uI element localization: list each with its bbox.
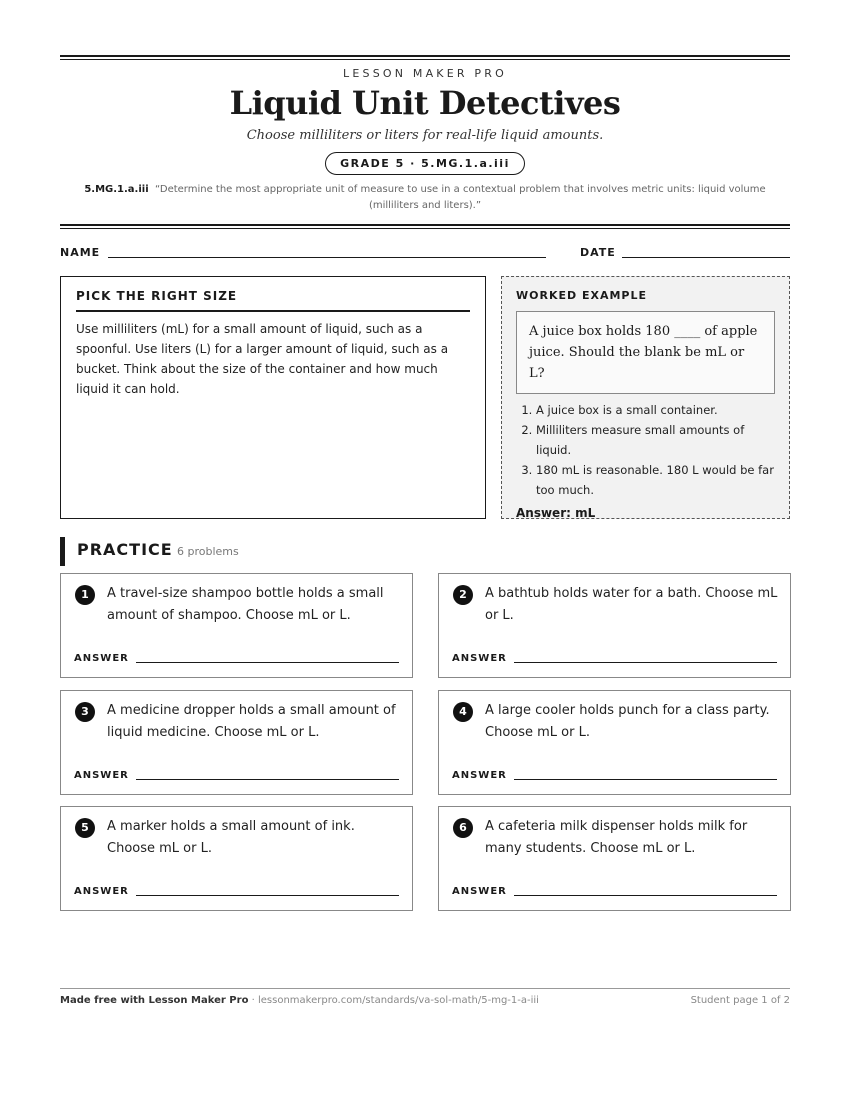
problem-number: 5 <box>75 818 95 838</box>
example-step: 3. 180 mL is reasonable. 180 L would be far too much. <box>536 460 775 500</box>
worked-example-prompt: A juice box holds 180 ____ of apple juice. Should the blank be mL or L? <box>516 311 775 394</box>
example-step: 1. A juice box is a small container. <box>536 400 775 420</box>
worked-example-label: WORKED EXAMPLE <box>516 289 647 302</box>
problem-text: A large cooler holds punch for a class party. Choose mL or L. <box>485 703 770 740</box>
footer-divider <box>60 988 790 989</box>
practice-count: 6 problems <box>177 545 239 558</box>
answer-field[interactable] <box>514 662 777 663</box>
answer-field[interactable] <box>514 895 777 896</box>
grade-badge: GRADE 5 · 5.MG.1.a.iii <box>325 152 525 175</box>
rule-box-title: PICK THE RIGHT SIZE <box>76 289 470 312</box>
answer-field[interactable] <box>136 779 399 780</box>
worked-example-answer: Answer: mL <box>516 506 596 520</box>
problem-card <box>438 690 791 795</box>
problem-text: A cafeteria milk dispenser holds milk for many students. Choose mL or L. <box>485 819 748 856</box>
footer-brand: Made free with Lesson Maker Pro <box>60 995 249 1006</box>
problem-text: A marker holds a small amount of ink. Choose mL or L. <box>107 819 355 856</box>
brand-kicker: LESSON MAKER PRO <box>343 67 507 80</box>
footer-url[interactable]: · lessonmakerpro.com/standards/va-sol-math/5-mg-1-a-iii <box>248 995 539 1006</box>
answer-label: ANSWER <box>452 653 507 664</box>
problem-number: 1 <box>75 585 95 605</box>
example-step: 2. Milliliters measure small amounts of liquid. <box>536 420 775 460</box>
practice-title: PRACTICE <box>77 540 173 559</box>
rule-box-text: Use milliliters (mL) for a small amount of liquid, such as a spoonful. Use liters (L) for a larger amount of liquid, such as a bucket. Think about the size of the container and how much liquid it can hold. <box>76 322 449 396</box>
problem-card <box>60 690 413 795</box>
answer-field[interactable] <box>136 662 399 663</box>
answer-label: ANSWER <box>74 653 129 664</box>
answer-label: ANSWER <box>74 886 129 897</box>
answer-field[interactable] <box>514 779 777 780</box>
date-field[interactable] <box>622 257 790 258</box>
standard-text: “Determine the most appropriate unit of measure to use in a contextual problem that involves metric units: liquid volume (milliliters and liters).” <box>155 184 766 211</box>
problem-text: A medicine dropper holds a small amount of liquid medicine. Choose mL or L. <box>107 703 396 740</box>
problem-text: A bathtub holds water for a bath. Choose mL or L. <box>485 586 778 623</box>
top-double-rule <box>60 55 790 60</box>
problem-text: A travel-size shampoo bottle holds a small amount of shampoo. Choose mL or L. <box>107 586 384 623</box>
answer-label: ANSWER <box>452 886 507 897</box>
standard-code: 5.MG.1.a.iii <box>84 184 149 195</box>
worked-example-steps <box>516 400 775 500</box>
practice-accent-bar <box>60 537 65 566</box>
problem-number: 4 <box>453 702 473 722</box>
page-title: Liquid Unit Detectives <box>229 84 621 122</box>
standard-description <box>60 182 790 214</box>
problem-card <box>438 806 791 911</box>
answer-label: ANSWER <box>74 770 129 781</box>
problem-card <box>60 573 413 678</box>
problem-card <box>438 573 791 678</box>
page-subtitle: Choose milliliters or liters for real-life liquid amounts. <box>246 128 604 143</box>
footer-credit <box>60 995 539 1006</box>
date-label: DATE <box>580 246 616 259</box>
problem-number: 6 <box>453 818 473 838</box>
header-bottom-rule <box>60 224 790 229</box>
problem-card <box>60 806 413 911</box>
answer-field[interactable] <box>136 895 399 896</box>
page-indicator: Student page 1 of 2 <box>690 995 790 1006</box>
problem-number: 2 <box>453 585 473 605</box>
problem-number: 3 <box>75 702 95 722</box>
name-field[interactable] <box>108 257 546 258</box>
worksheet-page <box>60 0 790 1100</box>
answer-label: ANSWER <box>452 770 507 781</box>
name-label: NAME <box>60 246 101 259</box>
worked-example-box <box>501 276 790 519</box>
rule-box <box>60 276 486 519</box>
